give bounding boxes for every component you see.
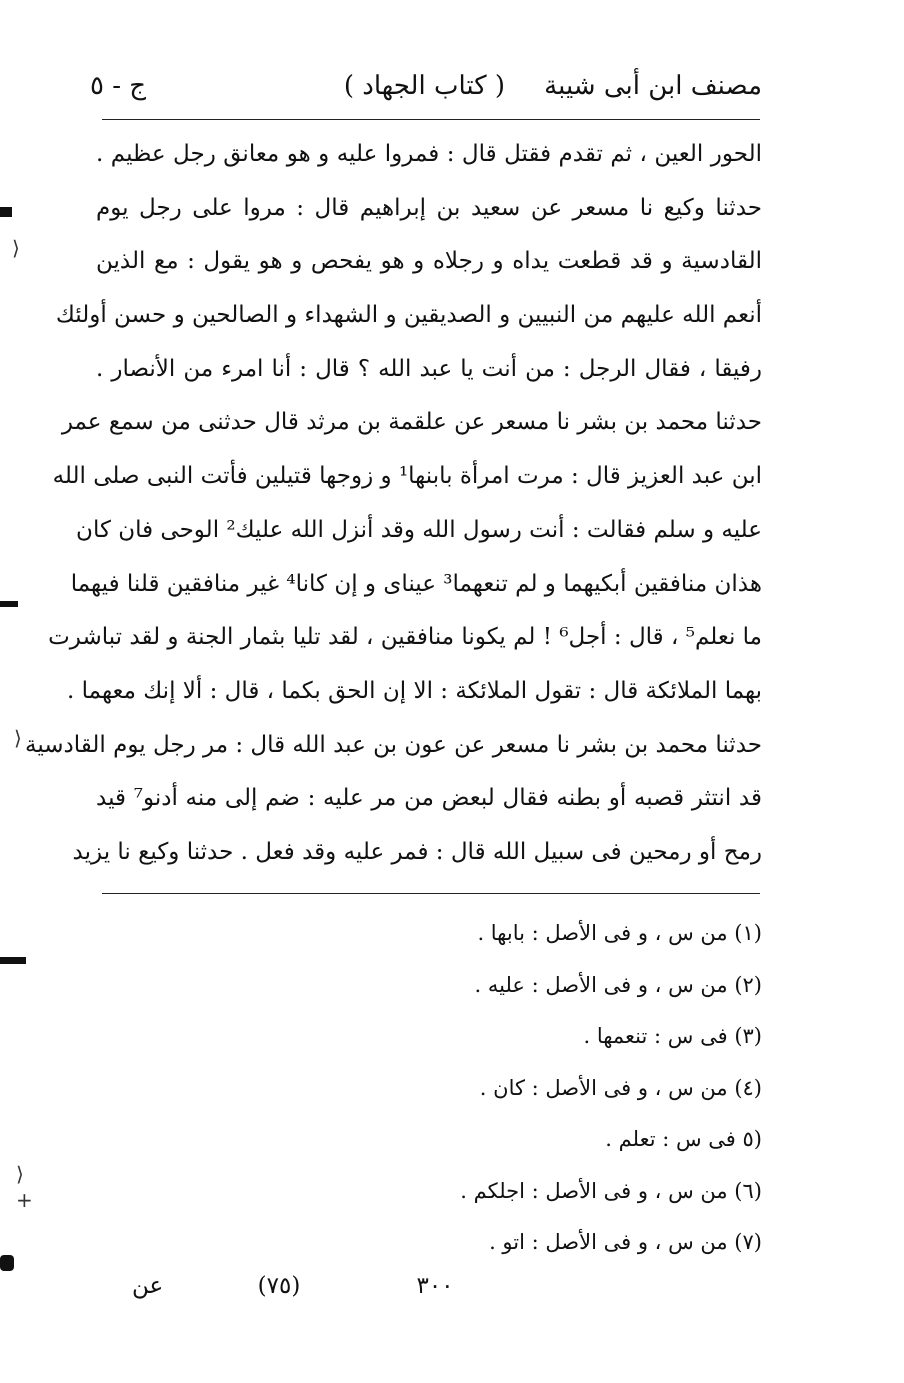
header-rule [102, 119, 760, 120]
footnote: (٣) فى س : تنعمها . [583, 1024, 762, 1048]
footnote: (٢) من س ، و فى الأصل : عليه . [474, 972, 762, 997]
text-line: عليه و سلم فقالت : أنت رسول الله وقد أنزل الله عليك² الوحى فان كان [76, 516, 762, 543]
footnote: (٤) من س ، و فى الأصل : كان . [479, 1075, 762, 1100]
text-line: رمح أو رمحين فى سبيل الله قال : فمر عليه وقد فعل . حدثنا وكيع نا يزيد [72, 838, 762, 865]
text-line: رفيقا ، فقال الرجل : من أنت يا عبد الله ؟ قال : أنا امرء من الأنصار . [96, 355, 762, 382]
binding-mark [0, 957, 26, 964]
footnote-rule [102, 893, 760, 894]
text-line: أنعم الله عليهم من النبيين و الصديقين و الشهداء و الصالحين و حسن أولئك [55, 302, 762, 329]
text-line: ابن عبد العزيز قال : مرت امرأة بابنها¹ و زوجها قتيلين فأتت النبى صلى الله [52, 463, 762, 490]
running-header-chapter: ( كتاب الجهاد ) [343, 71, 505, 101]
catchword: عن [132, 1273, 164, 1299]
text-line: هذان منافقين أبكيهما و لم تنعهما³ عيناى و إن كانا⁴ غير منافقين قلنا فيهما [70, 570, 762, 597]
signature-mark: (٧٥) [257, 1273, 301, 1299]
text-line: الحور العين ، ثم تقدم فقتل قال : فمروا عليه و هو معانق رجل عظيم . [96, 141, 762, 167]
footnote: (٥ فى س : تعلم . [605, 1127, 762, 1151]
footnotes [262, 908, 762, 1269]
text-line: القادسية و قد قطعت يداه و رجلاه و هو يفحص و هو يقول : مع الذين [96, 248, 762, 275]
binding-mark [0, 1255, 14, 1271]
margin-tick-mark: + [16, 1188, 33, 1212]
text-line: بهما الملائكة قال : تقول الملائكة : الا إن الحق بكما ، قال : ألا إنك معهما . [67, 677, 762, 704]
main-text [25, 128, 762, 880]
text-line: ما نعلم⁵ ، قال : أجل⁶ ! لم يكونا منافقين ، لقد تليا بثمار الجنة و لقد تباشرت [48, 624, 762, 651]
footnote: (١) من س ، و فى الأصل : بابها . [477, 921, 762, 945]
margin-tick-mark: ⟩ [12, 236, 20, 260]
binding-mark [0, 601, 18, 607]
page-number: ٣٠٠ [416, 1273, 454, 1299]
margin-tick-mark: ⟩ [16, 1162, 24, 1186]
text-line: حدثنا محمد بن بشر نا مسعر عن عون بن عبد الله قال : مر رجل يوم القادسية [25, 731, 762, 758]
footnote: (٦) من س ، و فى الأصل : اجلكم . [460, 1178, 762, 1203]
footnote: (٧) من س ، و فى الأصل : اتو . [489, 1230, 762, 1254]
running-header-book-title: مصنف ابن أبى شيبة [544, 71, 762, 101]
text-line: حدثنا محمد بن بشر نا مسعر عن علقمة بن مرثد قال حدثنى من سمع عمر [61, 409, 762, 436]
text-line: قد انتثر قصبه أو بطنه فقال لبعض من مر عليه : ضم إلى منه أدنو⁷ قيد [96, 785, 762, 812]
text-line: حدثنا وكيع نا مسعر عن سعيد بن إبراهيم قال : مروا على رجل يوم [96, 194, 762, 221]
margin-tick-mark: ⟩ [14, 726, 22, 750]
binding-mark [0, 207, 12, 217]
running-header-volume: ج - ٥ [90, 71, 147, 101]
